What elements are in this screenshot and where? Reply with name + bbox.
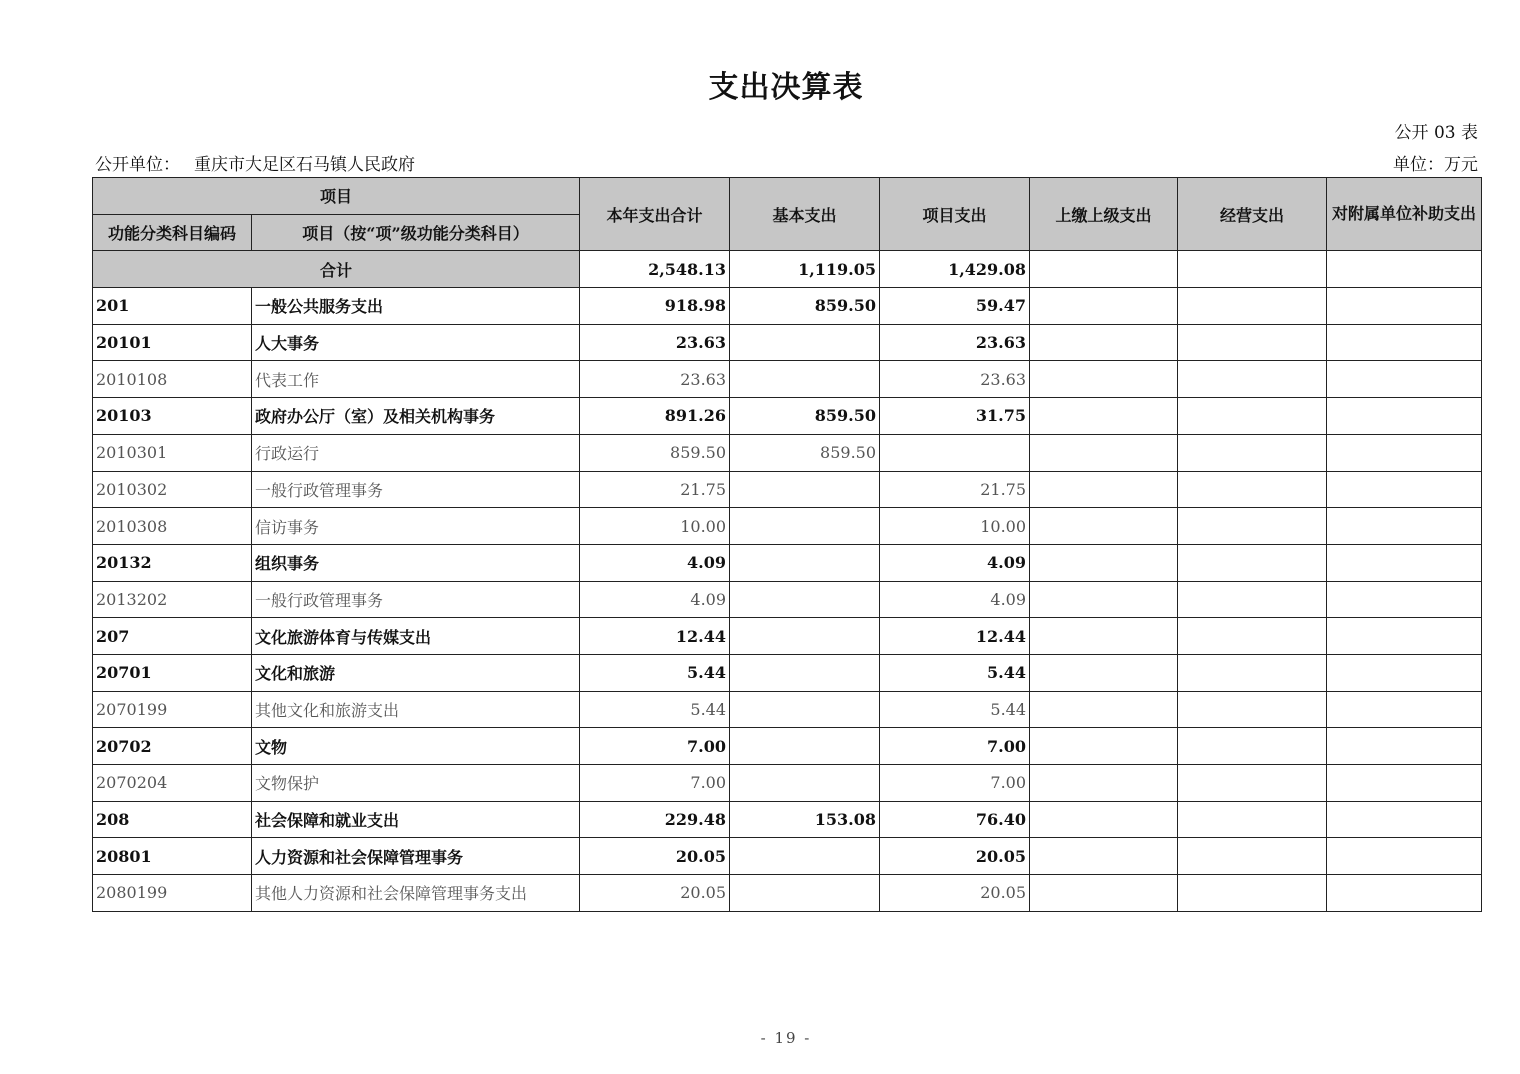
cell-name: 一般行政管理事务 (252, 471, 580, 508)
cell-total: 10.00 (580, 508, 730, 545)
cell-name: 文物 (252, 728, 580, 765)
cell-total: 21.75 (580, 471, 730, 508)
cell-basic: 859.50 (730, 434, 880, 471)
total-cell-upper (1030, 251, 1178, 288)
cell-total: 7.00 (580, 765, 730, 802)
cell-upper (1030, 398, 1178, 435)
cell-subsidy (1327, 434, 1482, 471)
cell-project (880, 434, 1030, 471)
cell-total: 859.50 (580, 434, 730, 471)
cell-subsidy (1327, 728, 1482, 765)
cell-basic (730, 654, 880, 691)
cell-name: 文化旅游体育与传媒支出 (252, 618, 580, 655)
cell-basic: 859.50 (730, 288, 880, 325)
table-row (93, 324, 1482, 361)
header-code: 功能分类科目编码 (93, 214, 252, 251)
cell-code: 2010301 (93, 434, 252, 471)
table-row (93, 471, 1482, 508)
cell-total: 23.63 (580, 361, 730, 398)
cell-name: 人力资源和社会保障管理事务 (252, 838, 580, 875)
total-row (93, 251, 1482, 288)
cell-name: 其他文化和旅游支出 (252, 691, 580, 728)
cell-code: 201 (93, 288, 252, 325)
cell-project: 23.63 (880, 324, 1030, 361)
cell-subsidy (1327, 544, 1482, 581)
page-number: - 19 - (760, 1029, 812, 1047)
header-upper: 上缴上级支出 (1030, 178, 1178, 251)
cell-name: 组织事务 (252, 544, 580, 581)
cell-name: 信访事务 (252, 508, 580, 545)
cell-code: 20101 (93, 324, 252, 361)
cell-upper (1030, 654, 1178, 691)
cell-basic (730, 728, 880, 765)
total-cell-operating (1178, 251, 1327, 288)
cell-name: 人大事务 (252, 324, 580, 361)
cell-code: 2010302 (93, 471, 252, 508)
cell-upper (1030, 508, 1178, 545)
cell-project: 76.40 (880, 801, 1030, 838)
total-label: 合计 (93, 251, 580, 288)
cell-basic (730, 324, 880, 361)
cell-subsidy (1327, 765, 1482, 802)
cell-subsidy (1327, 581, 1482, 618)
cell-name: 政府办公厅（室）及相关机构事务 (252, 398, 580, 435)
cell-upper (1030, 434, 1178, 471)
cell-basic (730, 838, 880, 875)
cell-code: 2080199 (93, 875, 252, 912)
cell-code: 20801 (93, 838, 252, 875)
cell-upper (1030, 691, 1178, 728)
cell-project: 31.75 (880, 398, 1030, 435)
header-total: 本年支出合计 (580, 178, 730, 251)
cell-basic (730, 471, 880, 508)
cell-operating (1178, 361, 1327, 398)
cell-subsidy (1327, 471, 1482, 508)
cell-code: 2013202 (93, 581, 252, 618)
cell-basic (730, 618, 880, 655)
cell-code: 2070199 (93, 691, 252, 728)
cell-project: 5.44 (880, 691, 1030, 728)
total-cell-project: 1,429.08 (880, 251, 1030, 288)
table-row (93, 728, 1482, 765)
total-cell-subsidy (1327, 251, 1482, 288)
cell-operating (1178, 434, 1327, 471)
cell-total: 20.05 (580, 838, 730, 875)
cell-basic: 859.50 (730, 398, 880, 435)
cell-subsidy (1327, 654, 1482, 691)
cell-basic (730, 765, 880, 802)
table-body (93, 251, 1482, 911)
cell-subsidy (1327, 875, 1482, 912)
cell-project: 21.75 (880, 471, 1030, 508)
cell-project: 7.00 (880, 728, 1030, 765)
header-basic: 基本支出 (730, 178, 880, 251)
cell-subsidy (1327, 618, 1482, 655)
total-cell-basic: 1,119.05 (730, 251, 880, 288)
cell-project: 59.47 (880, 288, 1030, 325)
cell-operating (1178, 288, 1327, 325)
cell-name: 其他人力资源和社会保障管理事务支出 (252, 875, 580, 912)
table-row (93, 398, 1482, 435)
cell-total: 20.05 (580, 875, 730, 912)
cell-upper (1030, 544, 1178, 581)
currency-unit: 单位：万元 (1393, 155, 1478, 175)
cell-name: 一般行政管理事务 (252, 581, 580, 618)
cell-total: 5.44 (580, 654, 730, 691)
header-operating: 经营支出 (1178, 178, 1327, 251)
cell-subsidy (1327, 398, 1482, 435)
reporting-unit (95, 150, 415, 175)
cell-upper (1030, 361, 1178, 398)
cell-basic (730, 691, 880, 728)
cell-operating (1178, 324, 1327, 361)
table-row (93, 361, 1482, 398)
cell-operating (1178, 654, 1327, 691)
table-row (93, 875, 1482, 912)
cell-operating (1178, 398, 1327, 435)
cell-code: 208 (93, 801, 252, 838)
cell-code: 2010108 (93, 361, 252, 398)
cell-operating (1178, 691, 1327, 728)
cell-name: 代表工作 (252, 361, 580, 398)
cell-name: 一般公共服务支出 (252, 288, 580, 325)
cell-total: 229.48 (580, 801, 730, 838)
cell-name: 文物保护 (252, 765, 580, 802)
cell-subsidy (1327, 324, 1482, 361)
cell-name: 文化和旅游 (252, 654, 580, 691)
cell-code: 20103 (93, 398, 252, 435)
header-name: 项目（按“项”级功能分类科目） (252, 214, 580, 251)
expenditure-table (92, 177, 1482, 912)
cell-total: 12.44 (580, 618, 730, 655)
cell-basic (730, 508, 880, 545)
cell-basic (730, 581, 880, 618)
cell-project: 20.05 (880, 875, 1030, 912)
form-number: 公开 03 表 (1394, 123, 1478, 143)
cell-total: 7.00 (580, 728, 730, 765)
cell-operating (1178, 765, 1327, 802)
cell-upper (1030, 765, 1178, 802)
cell-subsidy (1327, 691, 1482, 728)
cell-total: 23.63 (580, 324, 730, 361)
table-row (93, 801, 1482, 838)
header-project-expense: 项目支出 (880, 178, 1030, 251)
total-cell-total: 2,548.13 (580, 251, 730, 288)
cell-upper (1030, 324, 1178, 361)
header-subsidy: 对附属单位补助支出 (1327, 178, 1482, 251)
cell-basic: 153.08 (730, 801, 880, 838)
cell-subsidy (1327, 288, 1482, 325)
cell-project: 12.44 (880, 618, 1030, 655)
cell-operating (1178, 838, 1327, 875)
table-row (93, 654, 1482, 691)
table-row (93, 691, 1482, 728)
cell-project: 5.44 (880, 654, 1030, 691)
cell-total: 891.26 (580, 398, 730, 435)
cell-upper (1030, 728, 1178, 765)
cell-operating (1178, 471, 1327, 508)
cell-upper (1030, 618, 1178, 655)
cell-project: 10.00 (880, 508, 1030, 545)
cell-project: 4.09 (880, 544, 1030, 581)
cell-basic (730, 544, 880, 581)
reporting-unit-label: 公开单位： (95, 155, 180, 175)
reporting-unit-name: 重庆市大足区石马镇人民政府 (194, 155, 415, 175)
table-row (93, 508, 1482, 545)
cell-code: 20702 (93, 728, 252, 765)
header-project: 项目 (93, 178, 580, 215)
cell-name: 行政运行 (252, 434, 580, 471)
table-row (93, 838, 1482, 875)
cell-operating (1178, 875, 1327, 912)
table-row (93, 434, 1482, 471)
cell-operating (1178, 618, 1327, 655)
cell-total: 4.09 (580, 581, 730, 618)
cell-basic (730, 875, 880, 912)
cell-operating (1178, 544, 1327, 581)
cell-subsidy (1327, 361, 1482, 398)
table-row (93, 581, 1482, 618)
cell-basic (730, 361, 880, 398)
table-row (93, 544, 1482, 581)
cell-code: 20701 (93, 654, 252, 691)
table-row (93, 618, 1482, 655)
cell-upper (1030, 581, 1178, 618)
cell-project: 23.63 (880, 361, 1030, 398)
cell-code: 20132 (93, 544, 252, 581)
table-row (93, 288, 1482, 325)
cell-total: 5.44 (580, 691, 730, 728)
cell-operating (1178, 728, 1327, 765)
table-row (93, 765, 1482, 802)
cell-project: 7.00 (880, 765, 1030, 802)
cell-code: 207 (93, 618, 252, 655)
cell-upper (1030, 875, 1178, 912)
cell-upper (1030, 471, 1178, 508)
cell-upper (1030, 838, 1178, 875)
cell-operating (1178, 508, 1327, 545)
cell-upper (1030, 801, 1178, 838)
cell-total: 4.09 (580, 544, 730, 581)
cell-operating (1178, 581, 1327, 618)
cell-project: 4.09 (880, 581, 1030, 618)
cell-code: 2070204 (93, 765, 252, 802)
cell-subsidy (1327, 508, 1482, 545)
cell-code: 2010308 (93, 508, 252, 545)
cell-subsidy (1327, 838, 1482, 875)
cell-operating (1178, 801, 1327, 838)
page-title: 支出决算表 (708, 70, 864, 105)
cell-upper (1030, 288, 1178, 325)
cell-subsidy (1327, 801, 1482, 838)
cell-project: 20.05 (880, 838, 1030, 875)
cell-total: 918.98 (580, 288, 730, 325)
cell-name: 社会保障和就业支出 (252, 801, 580, 838)
